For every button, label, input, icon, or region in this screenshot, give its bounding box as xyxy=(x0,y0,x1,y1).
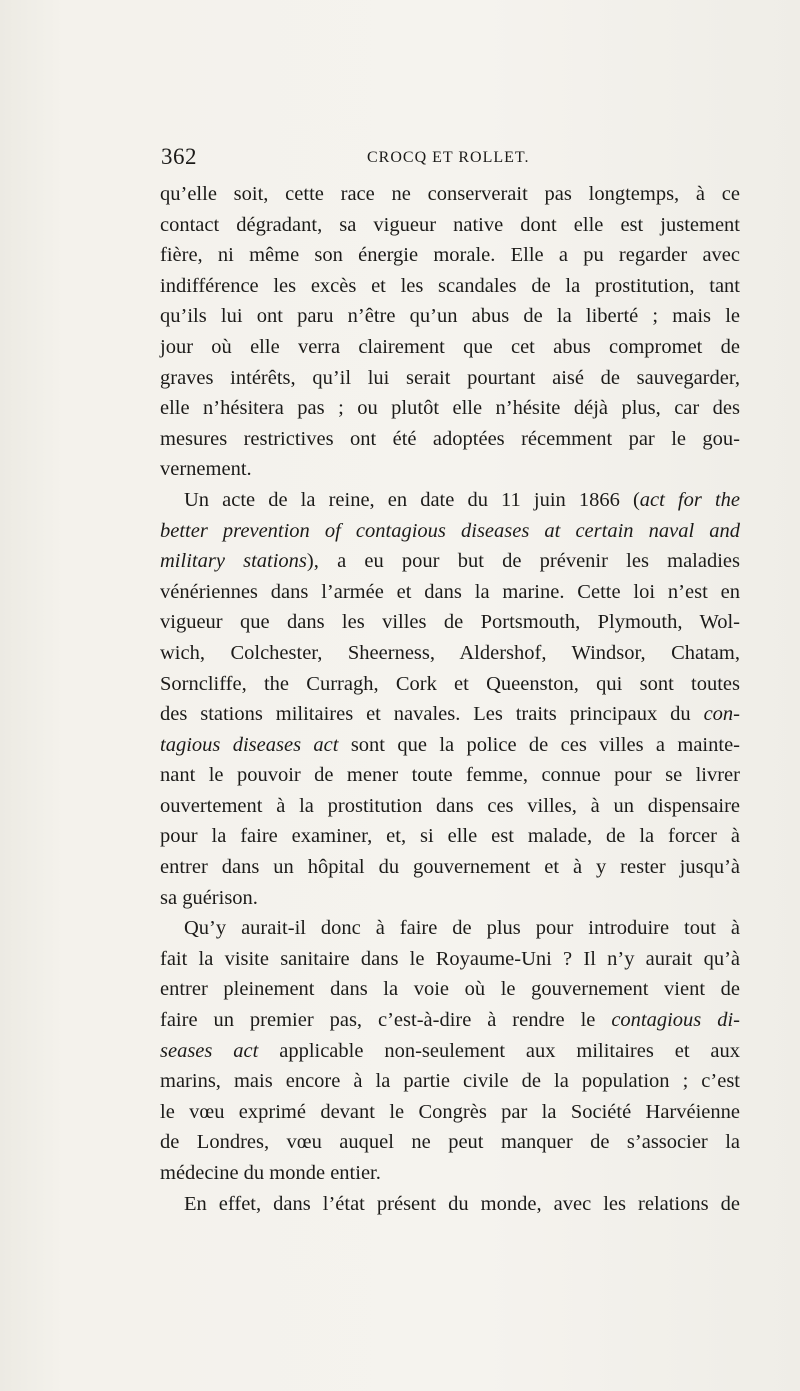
running-title: CROCQ ET ROLLET. xyxy=(367,149,530,166)
text-line xyxy=(160,424,740,455)
text-line xyxy=(160,546,740,577)
text-run: mesures restrictives ont été adoptées récemment par le gou- xyxy=(160,427,740,450)
text-run: entrer pleinement dans la voie où le gouvernement vient de xyxy=(160,978,740,1001)
text-line xyxy=(160,393,740,424)
text-run: vigueur que dans les villes de Portsmouth, Plymouth, Wol- xyxy=(160,611,740,634)
text-line xyxy=(160,944,740,975)
running-head xyxy=(161,144,741,174)
text-line xyxy=(160,485,740,516)
text-run: vernement. xyxy=(160,458,252,481)
italic-text-run: seases act xyxy=(160,1039,259,1062)
text-run: Un acte de la reine, en date du 11 juin 1866 ( xyxy=(184,488,640,511)
italic-text-run: military stations xyxy=(160,550,307,573)
text-run: sa guérison. xyxy=(160,886,258,909)
text-run: jour où elle verra clairement que cet abus compromet de xyxy=(160,335,740,358)
text-run: vénériennes dans l’armée et dans la marine. Cette loi n’est en xyxy=(160,580,740,603)
text-line xyxy=(160,699,740,730)
italic-text-run: contagious di- xyxy=(611,1009,740,1032)
text-run: indifférence les excès et les scandales de la prostitution, tant xyxy=(160,274,740,297)
text-line xyxy=(160,638,740,669)
text-run: qu’ils lui ont paru n’être qu’un abus de la liberté ; mais le xyxy=(160,305,740,328)
text-line xyxy=(160,1189,740,1220)
text-line xyxy=(160,730,740,761)
text-run: médecine du monde entier. xyxy=(160,1162,381,1184)
text-line xyxy=(160,1036,740,1067)
text-line xyxy=(160,1158,740,1189)
text-run: fière, ni même son énergie morale. Elle a pu regarder avec xyxy=(160,244,740,267)
text-line xyxy=(160,974,740,1005)
text-line xyxy=(160,363,740,394)
text-run: de Londres, vœu auquel ne peut manquer de s’associer la xyxy=(160,1131,740,1154)
text-run: qu’elle soit, cette race ne conserverait pas longtemps, à ce xyxy=(160,183,740,205)
text-line xyxy=(160,332,740,363)
text-line xyxy=(160,454,740,485)
text-line xyxy=(160,1066,740,1097)
text-line xyxy=(160,852,740,883)
text-run: des stations militaires et navales. Les traits principaux du xyxy=(160,703,704,726)
text-run: ouvertement à la prostitution dans ces villes, à un dispensaire xyxy=(160,794,740,817)
text-line xyxy=(160,1127,740,1158)
text-run: contact dégradant, sa vigueur native dont elle est justement xyxy=(160,213,740,236)
text-run: elle n’hésitera pas ; ou plutôt elle n’hésite déjà plus, car des xyxy=(160,397,740,420)
text-run: Qu’y aurait-il donc à faire de plus pour introduire tout à xyxy=(184,917,740,940)
text-line xyxy=(160,760,740,791)
text-run: pour la faire examiner, et, si elle est malade, de la forcer à xyxy=(160,825,740,848)
text-line xyxy=(160,1005,740,1036)
text-line xyxy=(160,669,740,700)
text-line xyxy=(160,240,740,271)
text-line xyxy=(160,271,740,302)
text-line xyxy=(160,607,740,638)
text-run: ), a eu pour but de prévenir les maladies xyxy=(306,550,740,573)
page-number: 362 xyxy=(161,144,197,169)
text-line xyxy=(160,1097,740,1128)
text-line xyxy=(160,821,740,852)
text-run: sont que la police de ces villes a mainte- xyxy=(338,733,740,756)
text-run: Sorncliffe, the Curragh, Cork et Queenston, qui sont toutes xyxy=(160,672,740,695)
text-run: graves intérêts, qu’il lui serait pourtant aisé de sauvegarder, xyxy=(160,366,740,389)
text-line xyxy=(160,577,740,608)
text-line xyxy=(160,179,740,210)
text-run: En effet, dans l’état présent du monde, avec les relations de xyxy=(184,1192,740,1215)
italic-text-run: tagious diseases act xyxy=(160,733,339,756)
text-run: nant le pouvoir de mener toute femme, connue pour se livrer xyxy=(160,764,740,787)
text-run: fait la visite sanitaire dans le Royaume-Uni ? Il n’y aurait qu’à xyxy=(160,947,740,970)
text-run: faire un premier pas, c’est-à-dire à rendre le xyxy=(160,1009,612,1032)
text-line xyxy=(160,301,740,332)
text-run: marins, mais encore à la partie civile de la population ; c’est xyxy=(160,1070,740,1093)
body-text xyxy=(160,179,740,1219)
text-run: wich, Colchester, Sheerness, Aldershof, Windsor, Chatam, xyxy=(160,641,740,664)
text-line xyxy=(160,913,740,944)
text-line xyxy=(160,791,740,822)
italic-text-run: con- xyxy=(703,703,740,726)
italic-text-run: better prevention of contagious diseases at certain naval and xyxy=(160,519,740,542)
text-run: applicable non-seulement aux militaires et aux xyxy=(258,1039,740,1062)
text-run: entrer dans un hôpital du gouvernement et à y rester jusqu’à xyxy=(160,856,740,879)
text-line xyxy=(160,883,740,914)
text-line xyxy=(160,516,740,547)
text-line xyxy=(160,210,740,241)
text-run: le vœu exprimé devant le Congrès par la Société Harvéienne xyxy=(160,1100,740,1123)
italic-text-run: act for the xyxy=(639,488,741,511)
